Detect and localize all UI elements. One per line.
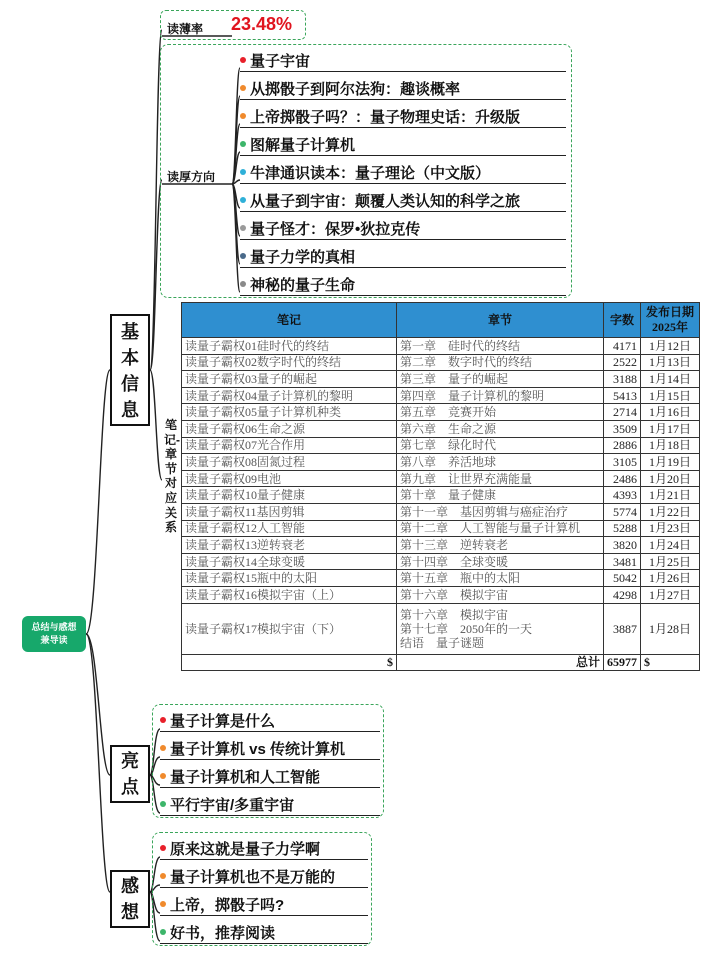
total-date-cell: $ <box>641 654 700 671</box>
date-cell: 1月23日 <box>641 520 700 537</box>
notes-table-label: 笔记-章节对应关系 <box>164 418 180 535</box>
further-reading-item-text: 从掷骰子到阿尔法狗：趣谈概率 <box>250 81 461 98</box>
words-cell: 3887 <box>604 603 641 654</box>
bullet-dot-icon <box>160 717 166 723</box>
table-row <box>182 553 700 570</box>
further-reading-underline <box>240 239 566 240</box>
table-row <box>182 354 700 371</box>
further-reading-underline <box>240 295 566 296</box>
words-cell: 3188 <box>604 371 641 388</box>
bullet-dot-icon <box>160 745 166 751</box>
thought-item[interactable] <box>160 922 275 943</box>
root-line2: 兼导读 <box>40 635 68 645</box>
chapter-line: 第十六章 模拟宇宙 <box>400 607 509 622</box>
basic-char-3: 信 <box>121 374 139 394</box>
thought-underline <box>160 943 368 944</box>
bullet-dot-icon <box>240 225 246 231</box>
date-cell: 1月24日 <box>641 537 700 554</box>
words-cell: 3820 <box>604 537 641 554</box>
bullet-dot-icon <box>160 901 166 907</box>
bullet-dot-icon <box>160 801 166 807</box>
table-row <box>182 520 700 537</box>
thought-item-text: 上帝，掷骰子吗? <box>170 897 285 914</box>
basic-char-1: 基 <box>121 322 139 342</box>
further-reading-underline <box>240 155 566 156</box>
chapter-cell: 第六章 生命之源 <box>397 420 604 437</box>
date-cell: 1月13日 <box>641 354 700 371</box>
total-label-cell: 总计 <box>397 654 604 671</box>
further-reading-item[interactable] <box>240 218 420 239</box>
further-reading-item[interactable] <box>240 106 520 127</box>
note-cell: 读量子霸权16模拟宇宙（上） <box>182 586 397 603</box>
note-cell: 读量子霸权09电池 <box>182 470 397 487</box>
note-cell: 读量子霸权05量子计算机种类 <box>182 404 397 421</box>
date-cell: 1月17日 <box>641 420 700 437</box>
table-total-row <box>182 654 700 671</box>
chapter-cell: 第一章 硅时代的终结 <box>397 338 604 355</box>
date-cell: 1月14日 <box>641 371 700 388</box>
further-reading-underline <box>240 183 566 184</box>
chapter-line: 第十七章 2050年的一天 <box>400 621 533 636</box>
words-cell: 3481 <box>604 553 641 570</box>
basic-char-4: 息 <box>121 400 139 420</box>
thought-item[interactable] <box>160 894 284 915</box>
words-cell: 4393 <box>604 487 641 504</box>
further-reading-item-text: 图解量子计算机 <box>250 137 356 154</box>
date-cell: 1月25日 <box>641 553 700 570</box>
chapter-cell: 第十一章 基因剪辑与癌症治疗 <box>397 503 604 520</box>
bullet-dot-icon <box>160 773 166 779</box>
table-row <box>182 570 700 587</box>
chapter-cell: 第十四章 全球变暖 <box>397 553 604 570</box>
date-cell: 1月18日 <box>641 437 700 454</box>
highlight-item[interactable] <box>160 710 275 731</box>
thoughts-node[interactable] <box>110 870 150 928</box>
thought-item-text: 量子计算机也不是万能的 <box>170 869 336 886</box>
words-cell: 5042 <box>604 570 641 587</box>
highlight-item[interactable] <box>160 738 345 759</box>
note-cell: 读量子霸权04量子计算机的黎明 <box>182 387 397 404</box>
thoughts-char-2: 想 <box>121 902 139 922</box>
further-reading-item[interactable] <box>240 134 355 155</box>
date-cell: 1月21日 <box>641 487 700 504</box>
words-cell: 2886 <box>604 437 641 454</box>
note-cell: 读量子霸权14全球变暖 <box>182 553 397 570</box>
thought-item-text: 好书，推荐阅读 <box>170 925 276 942</box>
notes-chapter-table <box>181 302 700 671</box>
chapter-cell: 第五章 竞赛开始 <box>397 404 604 421</box>
basic-char-2: 本 <box>121 348 139 368</box>
root-node[interactable] <box>22 616 86 652</box>
note-cell: 读量子霸权10量子健康 <box>182 487 397 504</box>
date-cell: 1月19日 <box>641 454 700 471</box>
total-words-cell: 65977 <box>604 654 641 671</box>
table-row <box>182 586 700 603</box>
highlight-item-text: 量子计算机 vs 传统计算机 <box>170 741 346 758</box>
bullet-dot-icon <box>240 281 246 287</box>
date-cell: 1月28日 <box>641 603 700 654</box>
header-date-line1: 发布日期 <box>645 305 694 319</box>
chapter-cell: 第四章 量子计算机的黎明 <box>397 387 604 404</box>
date-cell: 1月26日 <box>641 570 700 587</box>
further-reading-underline <box>240 211 566 212</box>
highlight-underline <box>160 731 380 732</box>
table-row <box>182 338 700 355</box>
note-cell: 读量子霸权03量子的崛起 <box>182 371 397 388</box>
bullet-dot-icon <box>240 57 246 63</box>
header-date-line2: 2025年 <box>651 320 688 334</box>
thought-item[interactable] <box>160 838 320 859</box>
highlight-item[interactable] <box>160 766 320 787</box>
chapter-cell: 第三章 量子的崛起 <box>397 371 604 388</box>
chapter-cell <box>397 603 604 654</box>
table-header-row <box>182 303 700 338</box>
further-reading-underline <box>240 71 566 72</box>
further-reading-item[interactable] <box>240 78 460 99</box>
table-row <box>182 437 700 454</box>
bullet-dot-icon <box>240 113 246 119</box>
note-cell: 读量子霸权08固氮过程 <box>182 454 397 471</box>
words-cell: 2714 <box>604 404 641 421</box>
thoughts-char-1: 感 <box>121 876 139 896</box>
highlight-underline <box>160 759 380 760</box>
further-reading-item-text: 牛津通识读本：量子理论（中文版） <box>250 165 491 182</box>
highlights-char-2: 点 <box>121 777 139 797</box>
date-cell: 1月15日 <box>641 387 700 404</box>
thought-underline <box>160 887 368 888</box>
highlight-item[interactable] <box>160 794 294 815</box>
table-row <box>182 537 700 554</box>
chapter-cell: 第七章 绿化时代 <box>397 437 604 454</box>
further-reading-item-text: 量子力学的真相 <box>250 249 356 266</box>
total-note-cell: $ <box>182 654 397 671</box>
note-cell: 读量子霸权12人工智能 <box>182 520 397 537</box>
highlight-item-text: 量子计算机和人工智能 <box>170 769 321 786</box>
words-cell: 2486 <box>604 470 641 487</box>
further-reading-underline <box>240 127 566 128</box>
reading-rate-value: 23.48% <box>231 14 293 34</box>
further-reading-item[interactable] <box>240 190 520 211</box>
bullet-dot-icon <box>240 197 246 203</box>
note-cell: 读量子霸权07光合作用 <box>182 437 397 454</box>
date-cell: 1月20日 <box>641 470 700 487</box>
highlights-node[interactable] <box>110 745 150 803</box>
chapter-cell: 第十六章 模拟宇宙 <box>397 586 604 603</box>
header-date <box>641 303 700 338</box>
note-cell: 读量子霸权17模拟宇宙（下） <box>182 603 397 654</box>
table-row <box>182 603 700 654</box>
bullet-dot-icon <box>160 929 166 935</box>
note-cell: 读量子霸权02数字时代的终结 <box>182 354 397 371</box>
further-reading-underline <box>240 267 566 268</box>
chapter-cell: 第二章 数字时代的终结 <box>397 354 604 371</box>
thought-item-text: 原来这就是量子力学啊 <box>170 841 321 858</box>
further-reading-underline <box>240 99 566 100</box>
date-cell: 1月16日 <box>641 404 700 421</box>
note-cell: 读量子霸权06生命之源 <box>182 420 397 437</box>
header-chapter: 章节 <box>397 303 604 338</box>
chapter-cell: 第十三章 逆转衰老 <box>397 537 604 554</box>
further-reading-item[interactable] <box>240 162 490 183</box>
header-words: 字数 <box>604 303 641 338</box>
highlight-underline <box>160 787 380 788</box>
words-cell: 4171 <box>604 338 641 355</box>
further-reading-item[interactable] <box>240 50 310 71</box>
further-reading-item-text: 量子怪才：保罗•狄拉克传 <box>250 221 421 238</box>
note-cell: 读量子霸权15瓶中的太阳 <box>182 570 397 587</box>
date-cell: 1月22日 <box>641 503 700 520</box>
chapter-cell: 第十二章 人工智能与量子计算机 <box>397 520 604 537</box>
chapter-cell: 第八章 养活地球 <box>397 454 604 471</box>
thought-underline <box>160 859 368 860</box>
further-reading-item-text: 量子宇宙 <box>250 53 311 70</box>
further-reading-item-text: 神秘的量子生命 <box>250 277 356 294</box>
further-reading-item[interactable] <box>240 274 355 295</box>
bullet-dot-icon <box>160 845 166 851</box>
words-cell: 2522 <box>604 354 641 371</box>
highlights-char-1: 亮 <box>121 751 139 771</box>
highlight-item-text: 平行宇宙/多重宇宙 <box>170 797 295 814</box>
table-row <box>182 487 700 504</box>
bullet-dot-icon <box>160 873 166 879</box>
further-reading-item[interactable] <box>240 246 355 267</box>
thought-underline <box>160 915 368 916</box>
table-row <box>182 404 700 421</box>
bullet-dot-icon <box>240 141 246 147</box>
note-cell: 读量子霸权11基因剪辑 <box>182 503 397 520</box>
further-reading-label: 读厚方向 <box>167 170 216 184</box>
words-cell: 5774 <box>604 503 641 520</box>
words-cell: 5413 <box>604 387 641 404</box>
note-cell: 读量子霸权01硅时代的终结 <box>182 338 397 355</box>
words-cell: 3105 <box>604 454 641 471</box>
further-reading-item-text: 从量子到宇宙：颠覆人类认知的科学之旅 <box>250 193 521 210</box>
table-row <box>182 387 700 404</box>
note-cell: 读量子霸权13逆转衰老 <box>182 537 397 554</box>
header-note: 笔记 <box>182 303 397 338</box>
words-cell: 4298 <box>604 586 641 603</box>
table-row <box>182 503 700 520</box>
root-line1: 总结与感想 <box>31 622 77 632</box>
bullet-dot-icon <box>240 253 246 259</box>
words-cell: 3509 <box>604 420 641 437</box>
chapter-cell: 第九章 让世界充满能量 <box>397 470 604 487</box>
table-row <box>182 371 700 388</box>
date-cell: 1月27日 <box>641 586 700 603</box>
table-row <box>182 454 700 471</box>
reading-rate-label: 读薄率 <box>167 22 204 36</box>
table-row <box>182 470 700 487</box>
bullet-dot-icon <box>240 85 246 91</box>
chapter-cell: 第十五章 瓶中的太阳 <box>397 570 604 587</box>
further-reading-item-text: 上帝掷骰子吗？：量子物理史话：升级版 <box>250 109 521 126</box>
table-row <box>182 420 700 437</box>
bullet-dot-icon <box>240 169 246 175</box>
words-cell: 5288 <box>604 520 641 537</box>
table-body <box>182 338 700 671</box>
chapter-cell: 第十章 量子健康 <box>397 487 604 504</box>
chapter-line: 结语 量子谜题 <box>400 635 485 650</box>
date-cell: 1月12日 <box>641 338 700 355</box>
highlight-underline <box>160 815 380 816</box>
thought-item[interactable] <box>160 866 335 887</box>
basic-info-node[interactable] <box>110 314 150 426</box>
highlight-item-text: 量子计算是什么 <box>170 713 276 730</box>
